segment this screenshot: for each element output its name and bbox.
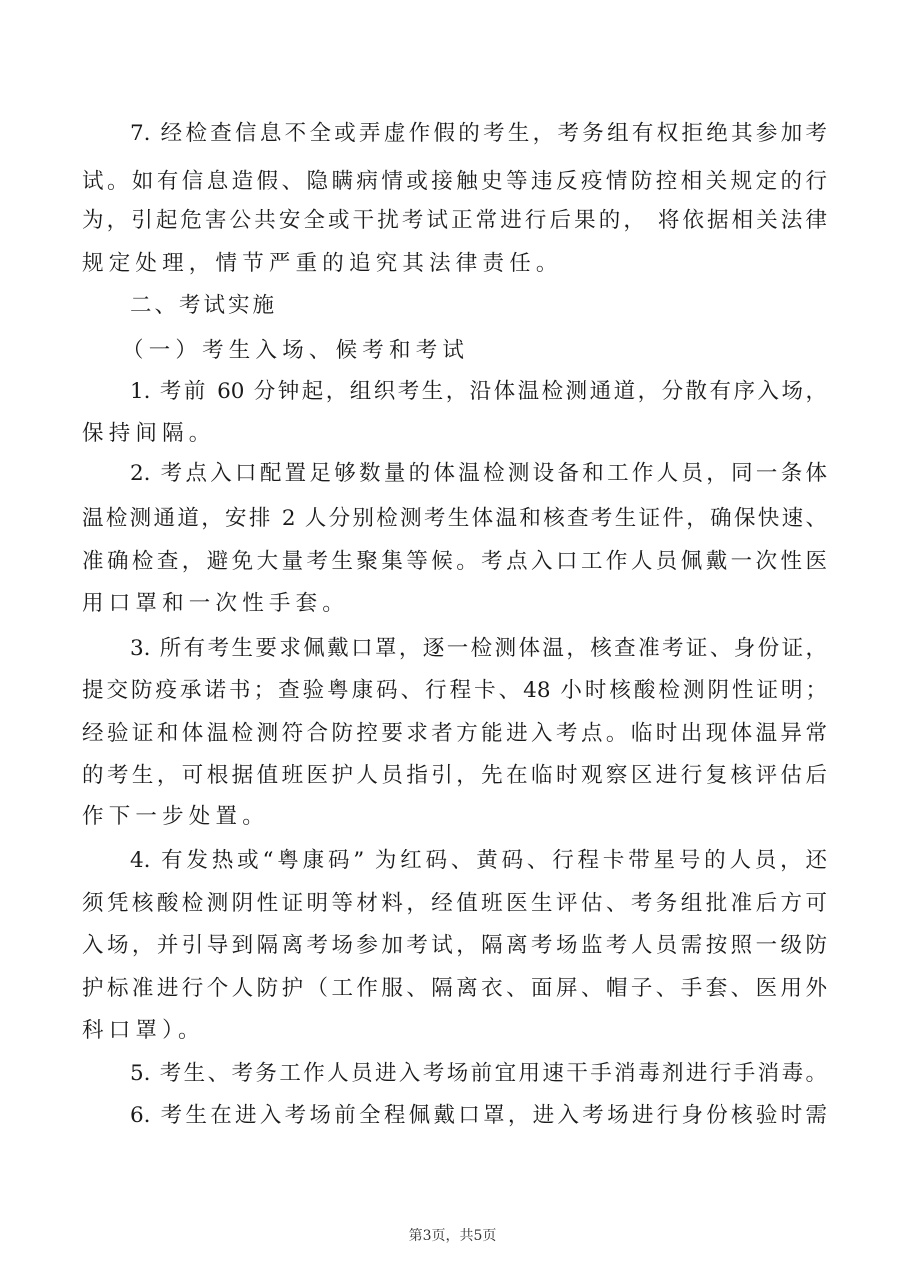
paragraph-line: 保持间隔。 xyxy=(82,421,216,446)
paragraph-line: 1. 考前 60 分钟起，组织考生，沿体温检测通道，分散有序入场， xyxy=(130,379,827,404)
paragraph-line: 提交防疫承诺书；查验粤康码、行程卡、48 小时核酸检测阴性证明； xyxy=(82,678,827,703)
paragraph-line: 6. 考生在进入考场前全程佩戴口罩，进入考场进行身份核验时需 xyxy=(130,1103,827,1128)
paragraph-line: 2. 考点入口配置足够数量的体温检测设备和工作人员，同一条体 xyxy=(130,461,827,486)
paragraph-line: 规定处理，情节严重的追究其法律责任。 xyxy=(82,251,563,276)
paragraph-line: 试。如有信息造假、隐瞒病情或接触史等违反疫情防控相关规定的行 xyxy=(82,169,827,194)
paragraph-line: 护标准进行个人防护（工作服、隔离衣、面屏、帽子、手套、医用外 xyxy=(82,976,827,1001)
paragraph-line: 须凭核酸检测阴性证明等材料，经值班医生评估、考务组批准后方可 xyxy=(82,891,827,916)
paragraph-line: 5. 考生、考务工作人员进入考场前宜用速干手消毒剂进行手消毒。 xyxy=(130,1061,827,1086)
paragraph-line: 4. 有发热或“粤康码” 为红码、黄码、行程卡带星号的人员，还 xyxy=(130,848,827,873)
paragraph-line: 准确检查，避免大量考生聚集等候。考点入口工作人员佩戴一次性医 xyxy=(82,549,827,574)
paragraph-line: 的考生，可根据值班医护人员指引，先在临时观察区进行复核评估后 xyxy=(82,763,827,788)
paragraph-line: 为，引起危害公共安全或干扰考试正常进行后果的， 将依据相关法律 xyxy=(82,208,827,233)
paragraph-line: 温检测通道，安排 2 人分别检测考生体温和核查考生证件，确保快速、 xyxy=(82,506,827,531)
paragraph-line: 7. 经检查信息不全或弄虚作假的考生，考务组有权拒绝其参加考 xyxy=(130,121,827,146)
paragraph-line: 经验证和体温检测符合防控要求者方能进入考点。临时出现体温异常 xyxy=(82,721,827,746)
section-heading: 二、考试实施 xyxy=(130,293,278,318)
paragraph-line: 科口罩）。 xyxy=(82,1018,205,1043)
paragraph-line: 3. 所有考生要求佩戴口罩，逐一检测体温，核查准考证、身份证， xyxy=(130,636,827,661)
paragraph-line: 作下一步处置。 xyxy=(82,804,269,829)
paragraph-line: 用口罩和一次性手套。 xyxy=(82,591,350,616)
paragraph-line: 入场，并引导到隔离考场参加考试，隔离考场监考人员需按照一级防 xyxy=(82,933,827,958)
subsection-heading: （一）考生入场、候考和考试 xyxy=(122,338,470,363)
page-footer: 第3页，共5页 xyxy=(408,1228,497,1244)
